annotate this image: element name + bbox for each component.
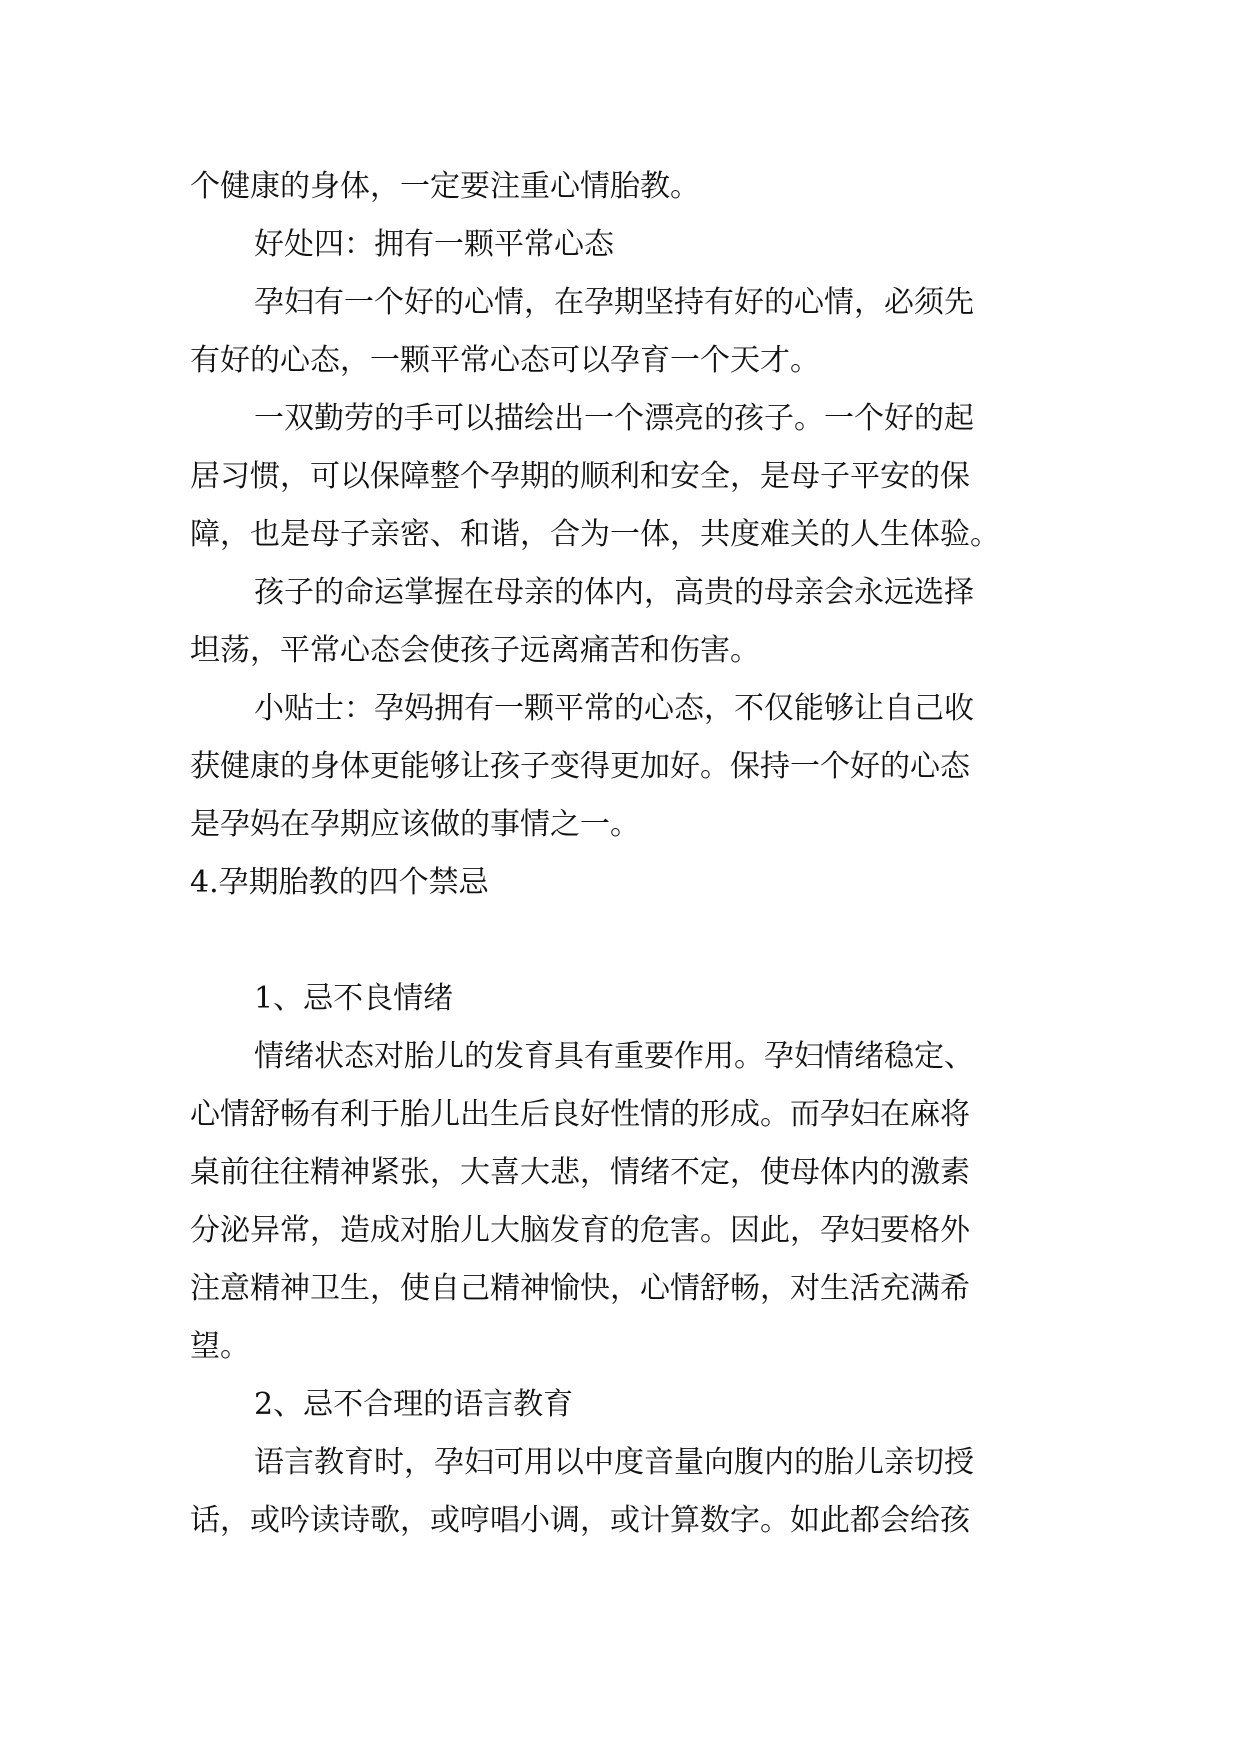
- text-line: 桌前往往精神紧张，大喜大悲，情绪不定，使母体内的激素: [190, 1155, 970, 1190]
- text-line: 一双勤劳的手可以描绘出一个漂亮的孩子。一个好的起: [254, 401, 974, 436]
- text-line: 孩子的命运掌握在母亲的体内，高贵的母亲会永远选择: [254, 575, 974, 610]
- blank-line: [190, 912, 1060, 970]
- section-heading: 1、忌不良情绪: [254, 981, 454, 1016]
- text-line: 分泌异常，造成对胎儿大脑发育的危害。因此，孕妇要格外: [190, 1213, 970, 1248]
- text-line: 坦荡，平常心态会使孩子远离痛苦和伤害。: [190, 633, 760, 668]
- text-line: 注意精神卫生，使自己精神愉快，心情舒畅，对生活充满希: [190, 1271, 970, 1306]
- text-line: 居习惯，可以保障整个孕期的顺利和安全，是母子平安的保: [190, 459, 970, 494]
- tip-line: 是孕妈在孕期应该做的事情之一。: [190, 807, 640, 842]
- text-line: 情绪状态对胎儿的发育具有重要作用。孕妇情绪稳定、: [254, 1039, 974, 1074]
- document-body: [190, 158, 1060, 1550]
- tip-line: 小贴士：孕妈拥有一颗平常的心态，不仅能够让自己收: [254, 691, 974, 726]
- text-line: 个健康的身体，一定要注重心情胎教。: [190, 169, 700, 204]
- text-line: 望。: [190, 1329, 250, 1364]
- text-line: 孕妇有一个好的心情，在孕期坚持有好的心情，必须先: [254, 285, 974, 320]
- text-line: 心情舒畅有利于胎儿出生后良好性情的形成。而孕妇在麻将: [190, 1097, 970, 1132]
- section-heading: 2、忌不合理的语言教育: [254, 1387, 574, 1422]
- tip-line: 获健康的身体更能够让孩子变得更加好。保持一个好的心态: [190, 749, 970, 784]
- section-heading: 好处四：拥有一颗平常心态: [254, 227, 614, 262]
- chapter-heading: 4.孕期胎教的四个禁忌: [190, 865, 489, 900]
- text-line: 语言教育时，孕妇可用以中度音量向腹内的胎儿亲切授: [254, 1445, 974, 1480]
- text-line: 障，也是母子亲密、和谐，合为一体，共度难关的人生体验。: [190, 517, 1000, 552]
- text-line: 话，或吟读诗歌，或哼唱小调，或计算数字。如此都会给孩: [190, 1503, 970, 1538]
- text-line: 有好的心态，一颗平常心态可以孕育一个天才。: [190, 343, 820, 378]
